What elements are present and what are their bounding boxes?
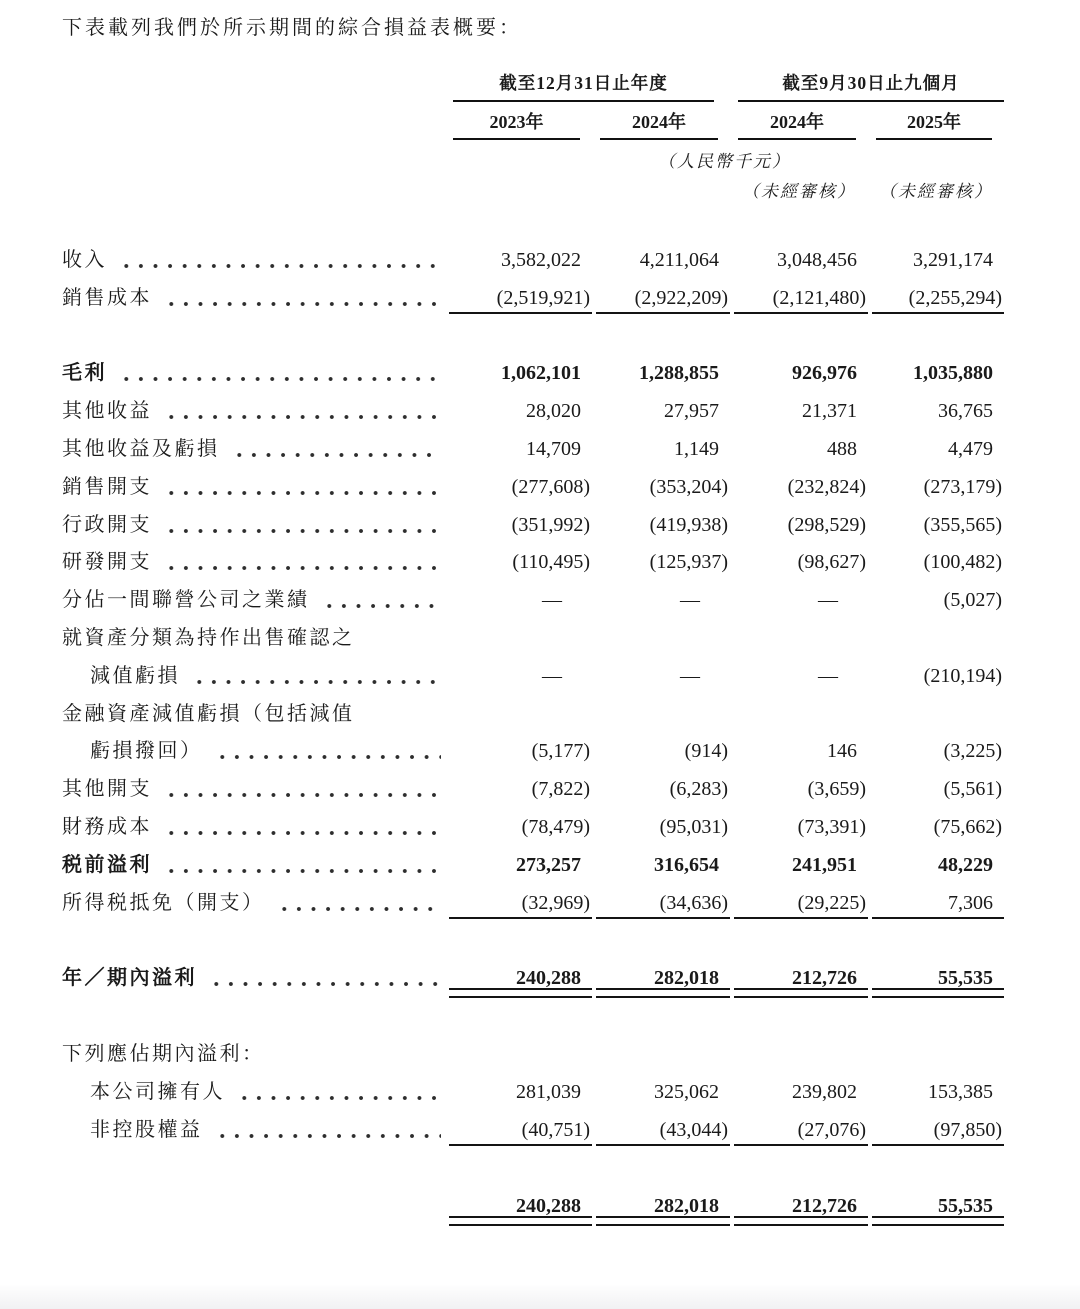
table-row [62, 959, 1004, 997]
value-cell: (3,225) [943, 740, 1002, 763]
dot-leader [162, 772, 441, 801]
dot-leader [162, 394, 441, 423]
row-label-text: 財務成本 [62, 815, 152, 838]
table-row [62, 883, 1004, 921]
value-cell: — [680, 589, 700, 612]
row-label-text: 研發開支 [62, 551, 152, 574]
row-label [62, 508, 445, 537]
value-cell: 239,802 [792, 1080, 857, 1103]
table-row [62, 1034, 1004, 1072]
dot-leader [230, 432, 442, 461]
row-label [62, 886, 445, 915]
value-cell: 316,654 [654, 853, 719, 876]
row-label [62, 961, 445, 990]
table-row [62, 354, 1004, 392]
row-label-text: 就資產分類為持作出售確認之 [62, 626, 355, 649]
value-cell: (32,969) [445, 892, 592, 915]
table-row [62, 467, 1004, 505]
value-cell: (419,938) [649, 513, 728, 536]
header-years [62, 102, 1004, 140]
value-cell: 3,048,456 [777, 248, 857, 271]
row-label [62, 394, 445, 423]
table-row [62, 769, 1004, 807]
row-label-text: 銷售成本 [62, 286, 152, 309]
dot-leader [162, 810, 441, 839]
header-unit-note-row [62, 140, 1004, 172]
value-cell: 27,957 [664, 400, 719, 423]
year-column-header [592, 108, 730, 140]
value-cell: — [818, 664, 838, 687]
period-group [730, 70, 1004, 102]
dot-leader [162, 848, 441, 877]
page-bottom-edge [0, 1285, 1080, 1309]
row-label [62, 697, 445, 726]
value-cell: (210,194) [923, 664, 1002, 687]
value-cell: (273,179) [923, 475, 1002, 498]
dot-leader [117, 243, 441, 272]
row-label-text: 分佔一間聯營公司之業績 [62, 589, 310, 612]
row-label [62, 734, 445, 763]
table-row [62, 429, 1004, 467]
table-row [62, 656, 1004, 694]
value-cell: (5,027) [943, 589, 1002, 612]
row-label [62, 470, 445, 499]
table-row [62, 543, 1004, 581]
value-cell: (34,636) [592, 892, 730, 915]
value-cell: 240,288 [445, 967, 592, 990]
year-label: 2024年 [738, 108, 856, 140]
table-row [62, 580, 1004, 618]
value-cell: 3,582,022 [501, 248, 581, 271]
value-cell: 488 [827, 437, 857, 460]
row-label [62, 583, 445, 612]
value-cell: — [542, 664, 562, 687]
row-label [62, 1113, 445, 1142]
row-label-text: 毛利 [62, 362, 107, 385]
value-cell: (40,751) [445, 1119, 592, 1142]
header-period-groups [62, 58, 1004, 102]
row-label-text: 年／期內溢利 [62, 967, 197, 990]
row-label [62, 848, 445, 877]
value-cell: (125,937) [649, 551, 728, 574]
row-label-text: 其他開支 [62, 778, 152, 801]
value-cell: (2,255,294) [868, 287, 1004, 310]
value-cell: (232,824) [787, 475, 866, 498]
table-row [62, 732, 1004, 770]
row-label [62, 772, 445, 801]
value-cell: 281,039 [516, 1080, 581, 1103]
period-group-label: 截至12月31日止年度 [453, 70, 714, 102]
year-column-header [445, 108, 592, 140]
table-row [62, 240, 1004, 278]
value-cell: (2,121,480) [730, 287, 868, 310]
currency-unit-note: （人民幣千元） [658, 152, 791, 171]
table-row [62, 845, 1004, 883]
value-cell: (353,204) [649, 475, 728, 498]
intro-text: 下表載列我們於所示期間的綜合損益表概要： [62, 17, 522, 39]
value-cell: 4,211,064 [639, 248, 719, 271]
value-cell: 7,306 [868, 892, 1004, 915]
value-cell: 282,018 [592, 967, 730, 990]
year-label: 2024年 [600, 108, 718, 140]
value-cell: 1,149 [674, 437, 719, 460]
value-cell: (75,662) [933, 815, 1002, 838]
value-cell: 240,288 [445, 1195, 592, 1218]
row-label [62, 1075, 445, 1104]
value-cell: — [680, 664, 700, 687]
value-cell: (73,391) [797, 815, 866, 838]
value-cell: (914) [684, 740, 728, 763]
table-row [62, 1072, 1004, 1110]
value-cell: (110,495) [512, 551, 590, 574]
period-group-label: 截至9月30日止九個月 [738, 70, 1004, 102]
row-label-text: 其他收益 [62, 400, 152, 423]
year-column-header [730, 108, 868, 140]
dot-leader [162, 281, 441, 310]
dot-leader [117, 356, 441, 385]
value-cell: (5,561) [943, 778, 1002, 801]
table-row [62, 618, 1004, 656]
value-cell: 4,479 [948, 437, 993, 460]
value-cell: (7,822) [531, 778, 590, 801]
value-cell: (29,225) [730, 892, 868, 915]
dot-leader [190, 659, 441, 688]
value-cell: 3,291,174 [913, 248, 993, 271]
value-cell: (355,565) [923, 513, 1002, 536]
row-label-text: 金融資產減值虧損（包括減值 [62, 702, 355, 725]
value-cell: 273,257 [516, 853, 581, 876]
value-cell: (277,608) [511, 475, 590, 498]
row-label [62, 432, 445, 461]
table-row [62, 391, 1004, 429]
table-row [62, 278, 1004, 316]
value-cell: 1,062,101 [501, 362, 581, 385]
value-cell: (97,850) [868, 1119, 1004, 1142]
header-unaudited-row [62, 172, 1004, 202]
row-label [62, 356, 445, 385]
row-label-text: 非控股權益 [90, 1118, 203, 1141]
table-row [62, 505, 1004, 543]
value-cell: (298,529) [787, 513, 866, 536]
row-label-text: 本公司擁有人 [90, 1080, 225, 1103]
value-cell: (27,076) [730, 1119, 868, 1142]
row-label-text: 收入 [62, 248, 107, 271]
value-cell: (78,479) [521, 815, 590, 838]
value-cell: 153,385 [928, 1080, 993, 1103]
value-cell: 1,035,880 [913, 362, 993, 385]
dot-leader [320, 583, 442, 612]
value-cell: (3,659) [807, 778, 866, 801]
value-cell: (2,922,209) [592, 287, 730, 310]
value-cell: 36,765 [938, 400, 993, 423]
dot-leader [162, 470, 441, 499]
value-cell: 282,018 [592, 1195, 730, 1218]
row-label [62, 243, 445, 272]
table-body [62, 240, 1004, 1224]
row-label [62, 1037, 445, 1066]
dot-leader [207, 961, 441, 990]
period-group [445, 70, 730, 102]
row-label-text: 其他收益及虧損 [62, 437, 220, 460]
value-cell: 212,726 [730, 1195, 868, 1218]
row-label-text: 下列應佔期內溢利： [62, 1043, 265, 1066]
dot-leader [235, 1075, 441, 1104]
value-cell: — [542, 589, 562, 612]
row-label-text: 行政開支 [62, 513, 152, 536]
value-cell: (351,992) [511, 513, 590, 536]
dot-leader [275, 886, 442, 915]
value-cell: 146 [827, 740, 857, 763]
value-cell: (98,627) [797, 551, 866, 574]
value-cell: 55,535 [868, 1195, 1004, 1218]
row-label [62, 810, 445, 839]
value-cell: 55,535 [868, 967, 1004, 990]
unaudited-note: （未經審核） [742, 182, 856, 201]
table-row [62, 807, 1004, 845]
value-cell: 48,229 [938, 853, 993, 876]
row-label-text: 虧損撥回） [90, 740, 203, 763]
row-label-text: 銷售開支 [62, 475, 152, 498]
value-cell: (100,482) [923, 551, 1002, 574]
value-cell: — [818, 589, 838, 612]
dot-leader [162, 545, 441, 574]
table-row [62, 694, 1004, 732]
dot-leader [213, 734, 442, 763]
value-cell: 21,371 [802, 400, 857, 423]
row-label-text: 所得税抵免（開支） [62, 891, 265, 914]
row-label [62, 545, 445, 574]
row-label-text: 減值虧損 [90, 664, 180, 687]
year-column-header [868, 108, 1004, 140]
value-cell: (6,283) [669, 778, 728, 801]
value-cell: 926,976 [792, 362, 857, 385]
value-cell: (43,044) [592, 1119, 730, 1142]
value-cell: 241,951 [792, 853, 857, 876]
table-row [62, 1186, 1004, 1224]
row-label [62, 659, 445, 688]
dot-leader [162, 508, 441, 537]
value-cell: 1,288,855 [639, 362, 719, 385]
unaudited-note: （未經審核） [879, 182, 993, 201]
value-cell: 14,709 [526, 437, 581, 460]
value-cell: (95,031) [659, 815, 728, 838]
dot-leader [213, 1113, 442, 1142]
row-label-text: 税前溢利 [62, 853, 152, 876]
row-label [62, 281, 445, 310]
table-row [62, 1110, 1004, 1148]
value-cell: 212,726 [730, 967, 868, 990]
value-cell: (2,519,921) [445, 287, 592, 310]
year-label: 2023年 [453, 108, 580, 140]
value-cell: 28,020 [526, 400, 581, 423]
value-cell: (5,177) [531, 740, 590, 763]
year-label: 2025年 [876, 108, 992, 140]
income-statement-table [62, 58, 1004, 1224]
row-label [62, 621, 445, 650]
value-cell: 325,062 [654, 1080, 719, 1103]
